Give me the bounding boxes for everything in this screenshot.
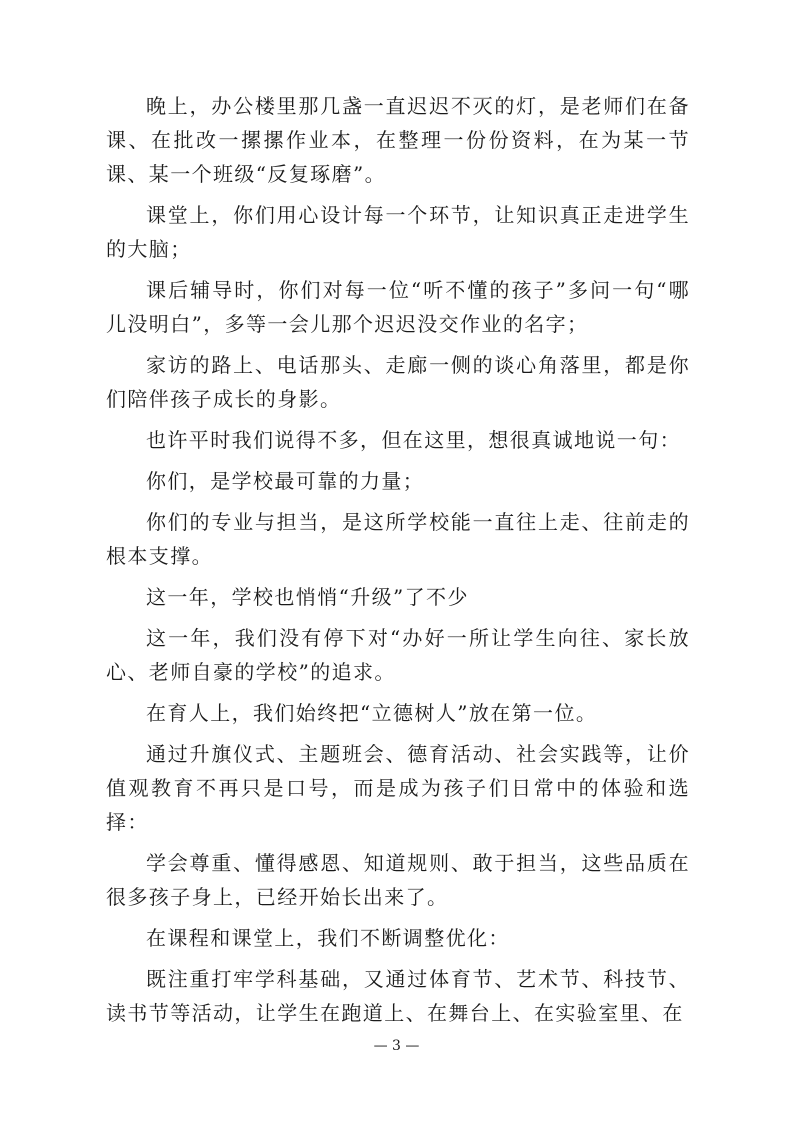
document-body	[106, 89, 690, 1037]
paragraph: 这一年，我们没有停下对“办好一所让学生向往、家长放心、老师自豪的学校”的追求。	[106, 626, 690, 684]
paragraph: 在课程和课堂上，我们不断调整优化：	[146, 926, 510, 950]
paragraph: 你们，是学校最可靠的力量；	[146, 469, 425, 493]
paragraph: 通过升旗仪式、主题班会、德育活动、社会实践等，让价值观教育不再只是口号，而是成为孩子们日常中的体验和选择：	[106, 742, 690, 834]
paragraph: 课堂上，你们用心设计每一个环节，让知识真正走进学生的大脑；	[106, 203, 690, 261]
page-number: — 3 —	[373, 1038, 420, 1054]
paragraph: 你们的专业与担当，是这所学校能一直往上走、往前走的根本支撑。	[106, 510, 690, 568]
paragraph: 课后辅导时，你们对每一位“听不懂的孩子”多问一句“哪儿没明白”，多等一会儿那个迟迟没交作业的名字；	[106, 278, 690, 336]
paragraph: 也许平时我们说得不多，但在这里，想很真诚地说一句：	[146, 428, 681, 452]
paragraph: 这一年，学校也悄悄“升级”了不少	[146, 585, 469, 609]
paragraph: 家访的路上、电话那头、走廊一侧的谈心角落里，都是你们陪伴孩子成长的身影。	[106, 353, 690, 411]
paragraph: 既注重打牢学科基础，又通过体育节、艺术节、科技节、读书节等活动，让学生在跑道上、在舞台上、在实验室里、在	[106, 967, 690, 1025]
paragraph: 学会尊重、懂得感恩、知道规则、敢于担当，这些品质在很多孩子身上，已经开始长出来了。	[106, 851, 690, 909]
paragraph: 在育人上，我们始终把“立德树人”放在第一位。	[146, 701, 598, 725]
paragraph: 晚上，办公楼里那几盏一直迟迟不灭的灯，是老师们在备课、在批改一摞摞作业本，在整理一份份资料，在为某一节课、某一个班级“反复琢磨”。	[106, 94, 690, 186]
